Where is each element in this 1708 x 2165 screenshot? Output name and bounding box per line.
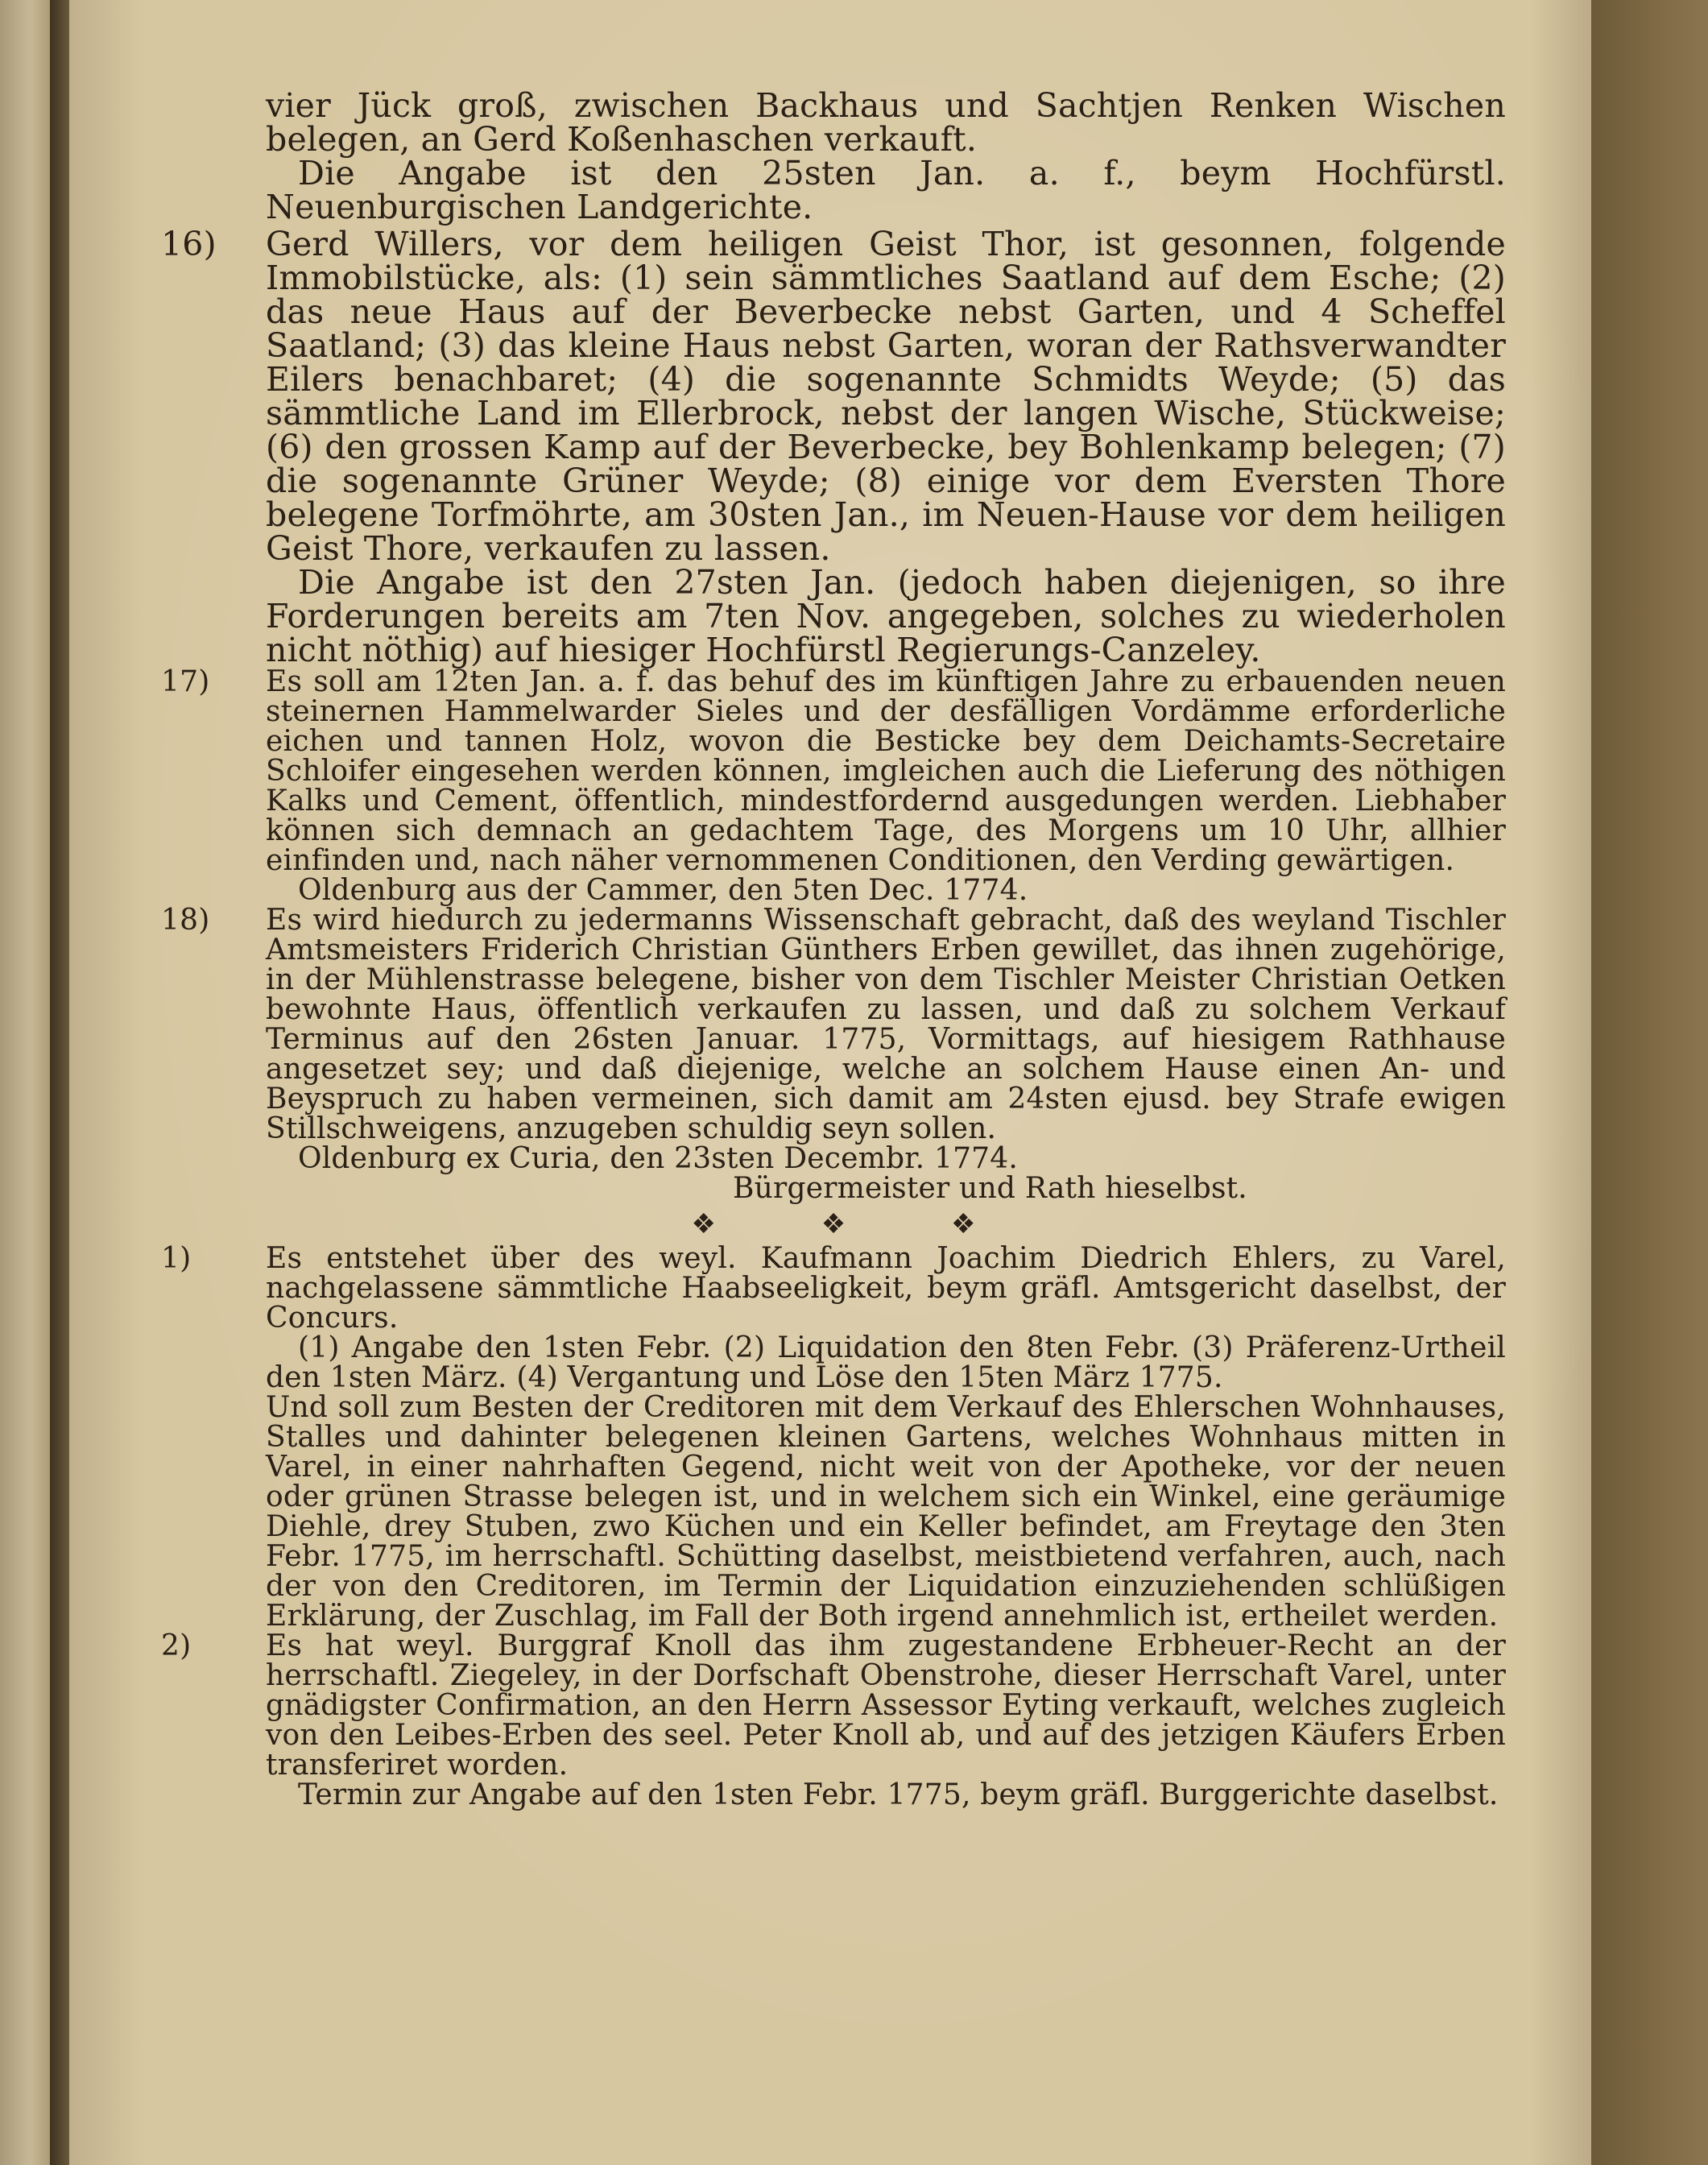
entry-continued-text: vier Jück groß, zwischen Backhaus und Sachtjen Renken Wischen belegen, an Gerd Koßenhaschen verkauft. bbox=[266, 86, 1506, 159]
entry-continued-notice: Die Angabe ist den 25sten Jan. a. f., beym Hochfürstl. Neuenburgischen Landgerichte. bbox=[266, 154, 1506, 226]
book-edge-right bbox=[1591, 0, 1708, 2165]
varel-entry-2-notice: Termin zur Angabe auf den 1sten Febr. 1775, beym gräfl. Burggerichte daselbst. bbox=[298, 1778, 1499, 1811]
varel-entry-1-text: Es entstehet über des weyl. Kaufmann Joachim Diedrich Ehlers, zu Varel, nachgelassene sämmtliche Haabseeligkeit, beym gräfl. Amtsgericht daselbst, der Concurs. bbox=[266, 1242, 1506, 1335]
varel-entry-1 bbox=[161, 1244, 1506, 1631]
book-spine-left bbox=[0, 0, 56, 2165]
varel-entry-1-terms: (1) Angabe den 1sten Febr. (2) Liquidation den 8ten Febr. (3) Präferenz-Urtheil den 1sten März. (4) Vergantung und Löse den 15ten März 1775. bbox=[266, 1331, 1506, 1394]
entry-number: 1) bbox=[161, 1242, 192, 1275]
entry-18-signature: Bürgermeister und Rath hieselbst. bbox=[733, 1172, 1247, 1205]
entry-16-notice: Die Angabe ist den 27sten Jan. (jedoch haben diejenigen, so ihre Forderungen bereits am 7ten Nov. angegeben, solches zu wiederholen nicht nöthig) auf hiesiger Hochfürstl Regierungs-Canzeley. bbox=[266, 563, 1506, 669]
entry-number: 2) bbox=[161, 1629, 192, 1662]
document-text bbox=[161, 86, 1506, 1811]
entry-18-text: Es wird hiedurch zu jedermanns Wissenschaft gebracht, daß des weyland Tischler Amtsmeisters Friderich Christian Günthers Erben gewillet, das ihnen zugehörige, in der Mühlenstrasse belegene, bisher von dem Tischler Meister Christian Oetken bewohnte Haus, öffentlich verkaufen zu lassen, und daß zu solchem Verkauf Terminus auf den 26sten Januar. 1775, Vormittags, auf hiesigem Rathhause angesetzet sey; und daß diejenige, welche an solchem Hause einen An- und Beyspruch zu haben vermeinen, sich damit am 24sten ejusd. bey Strafe ewigen Stillschweigens, anzugeben schuldig seyn sollen. bbox=[266, 904, 1506, 1145]
ornament-icon: ❖ bbox=[951, 1208, 976, 1240]
ornament-divider bbox=[161, 1203, 1506, 1244]
entry-17-text: Es soll am 12ten Jan. a. f. das behuf des im künftigen Jahre zu erbauenden neuen steinernen Hammelwarder Sieles und der desfälligen Vordämme erforderliche eichen und tannen Holz, wovon die Besticke bey dem Deichamts-Secretaire Schloifer eingesehen werden können, imgleichen auch die Lieferung des nöthigen Kalks und Cement, öffentlich, mindestfordernd ausgedungen werden. Liebhaber können sich demnach an gedachtem Tage, des Morgens um 10 Uhr, allhier einfinden und, nach näher vernommenen Conditionen, den Verding gewärtigen. bbox=[266, 665, 1506, 877]
varel-entry-2-text: Es hat weyl. Burggraf Knoll das ihm zugestandene Erbheuer-Recht an der herrschaftl. Ziegeley, in der Dorfschaft Obenstrohe, dieser Herrschaft Varel, unter gnädigster Confirmation, an den Herrn Assessor Eyting verkauft, welches zugleich von den Leibes-Erben des seel. Peter Knoll ab, und auf des jetzigen Käufers Erben transferiret worden. bbox=[266, 1629, 1506, 1782]
gutter-shadow bbox=[50, 0, 71, 2165]
entry-16-text: Gerd Willers, vor dem heiligen Geist Thor, ist gesonnen, folgende Immobilstücke, als: (1) sein sämmtliches Saatland auf dem Esche; (2) das neue Haus auf der Beverbecke nebst Garten, und 4 Scheffel Saatland; (3) das kleine Haus nebst Garten, woran der Rathsverwandter Eilers benachbaret; (4) die sogenannte Schmidts Weyde; (5) das sämmtliche Land im Ellerbrock, nebst der langen Wische, Stückweise; (6) den grossen Kamp auf der Beverbecke, bey Bohlenkamp belegen; (7) die sogenannte Grüner Weyde; (8) einige vor dem Eversten Thore belegene Torfmöhrte, am 30sten Jan., im Neuen-Hause vor dem heiligen Geist Thore, verkaufen zu lassen. bbox=[266, 225, 1506, 568]
ornament-icon: ❖ bbox=[691, 1208, 716, 1240]
entry-17-closing: Oldenburg aus der Cammer, den 5ten Dec. 1774. bbox=[298, 874, 1028, 907]
entry-17 bbox=[161, 667, 1506, 905]
entry-number: 16) bbox=[161, 225, 217, 263]
varel-entry-2 bbox=[161, 1631, 1506, 1810]
entry-18 bbox=[161, 905, 1506, 1203]
entry-18-closing: Oldenburg ex Curia, den 23sten Decembr. 1774. bbox=[298, 1142, 1019, 1175]
entry-continued bbox=[161, 86, 1506, 226]
entry-number: 17) bbox=[161, 665, 210, 698]
varel-entry-1-text2: Und soll zum Besten der Creditoren mit dem Verkauf des Ehlerschen Wohnhauses, Stalles und dahinter belegenen kleinen Gartens, welches Wohnhaus mitten in Varel, in einer nahrhaften Gegend, nicht weit von der Apotheke, vor der neuen oder grünen Strasse belegen ist, und in welchem sich ein Winkel, eine geräumige Diehle, drey Stuben, zwo Küchen und ein Keller befindet, am Freytage den 3ten Febr. 1775, im herrschaftl. Schütting daselbst, meistbietend verfahren, auch, nach der von den Creditoren, im Termin der Liquidation einzuziehenden schlüßigen Erklärung, der Zuschlag, im Fall der Both irgend annehmlich ist, ertheilet werden. bbox=[266, 1391, 1506, 1633]
entry-number: 18) bbox=[161, 904, 210, 937]
ornament-icon: ❖ bbox=[821, 1208, 846, 1240]
entry-16 bbox=[161, 227, 1506, 667]
